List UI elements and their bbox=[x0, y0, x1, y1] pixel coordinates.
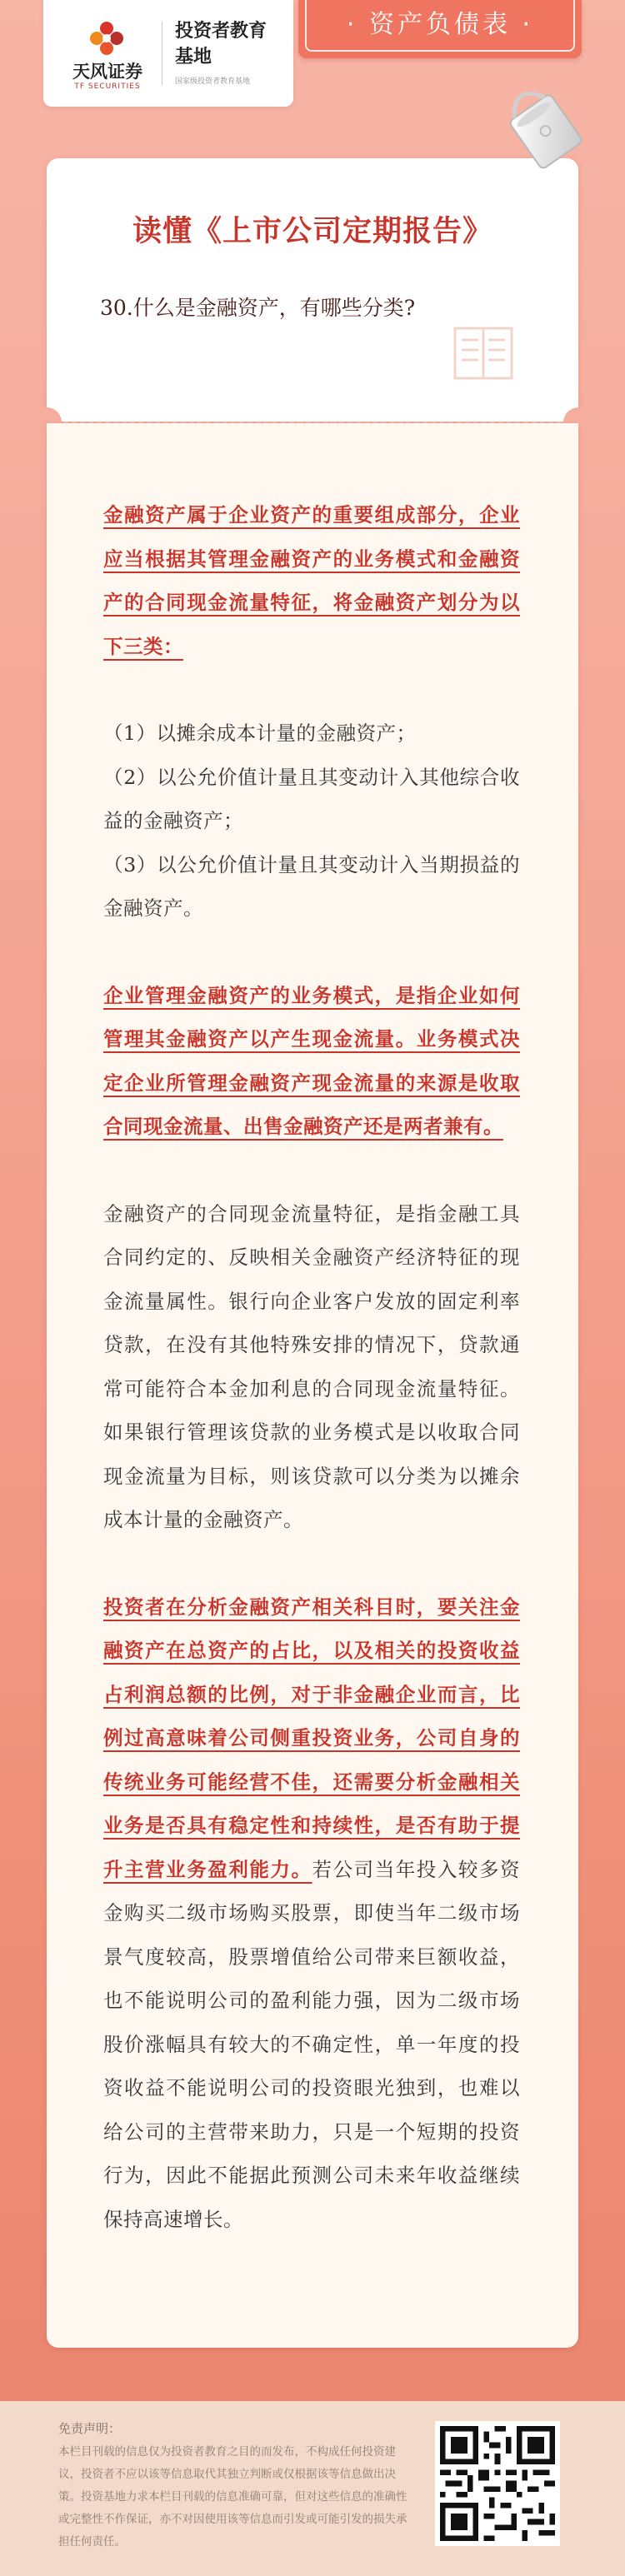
education-base-title: 投资者教育基地 bbox=[175, 21, 268, 67]
intro-paragraph: 金融资产属于企业资产的重要组成部分，企业应当根据其管理金融资产的业务模式和金融资产的合同现金流量特征，将金融资产划分为以下三类： bbox=[103, 503, 520, 658]
analysis-text: 若公司当年投入较多资金购买二级市场购买股票，即使当年二级市场景气度较高，股票增值给公司带来巨额收益，也不能说明公司的盈利能力强，因为二级市场股价涨幅具有较大的不确定性，单一年度的投资收益不能说明公司的投资眼光独到，也难以给公司的主营带来助力，只是一个短期的投资行为，因此不能据此预测公司未来年收益继续保持高速增长。 bbox=[103, 1857, 521, 2231]
section-banner-label: · 资产负债表 · bbox=[305, 0, 575, 52]
page-title: 读懂《上市公司定期报告》 bbox=[132, 215, 492, 248]
header-card bbox=[47, 158, 578, 422]
list-item: （1）以摊余成本计量的金融资产； bbox=[103, 721, 417, 745]
article-content bbox=[103, 493, 520, 2241]
brand-logo-panel bbox=[43, 0, 293, 107]
content-card bbox=[47, 423, 578, 2348]
brand-name: 天风证券 bbox=[72, 62, 142, 82]
binder-clip-icon bbox=[490, 77, 607, 193]
list-item: （2）以公允价值计量且其变动计入其他综合收益的金融资产； bbox=[103, 765, 520, 832]
analysis-highlight: 投资者在分析金融资产相关科目时，要关注金融资产在总资产的占比，以及相关的投资收益占利润总额的比例，对于非金融企业而言，比例过高意味着公司侧重投资业务，公司自身的传统业务可能经营不佳，还需要分析金融相关业务是否具有稳定性和持续性，是否有助于提升主营业务盈利能力。 bbox=[103, 1595, 520, 1881]
disclaimer-footer bbox=[0, 2401, 625, 2576]
brand-name-en: TF SECURITIES bbox=[74, 82, 141, 91]
business-model-paragraph: 企业管理金融资产的业务模式，是指企业如何管理其金融资产以产生现金流量。业务模式决定企业所管理金融资产现金流量的来源是收取合同现金流量、出售金融资产还是两者兼有。 bbox=[103, 983, 520, 1138]
section-banner bbox=[298, 0, 582, 58]
tianfeng-logo-icon bbox=[87, 18, 127, 58]
document-icon bbox=[447, 322, 522, 383]
qr-code[interactable] bbox=[435, 2421, 560, 2546]
disclaimer-text: 本栏目刊载的信息仅为投资者教育之目的而发布，不构成任何投资建议，投资者不应以该等信息取代其独立判断或仅根据该等信息做出决策。投资基地力求本栏目刊载的信息准确可靠，但对这些信息的准确性或完整性不作保证，亦不对因使用该等信息而引发或可能引发的损失承担任何责任。 bbox=[58, 2445, 408, 2549]
disclaimer-title: 免责声明： bbox=[58, 2421, 122, 2436]
education-base-subtitle: 国家级投资者教育基地 bbox=[175, 77, 251, 86]
list-item: （3）以公允价值计量且其变动计入当期损益的金融资产。 bbox=[103, 852, 520, 920]
analysis-paragraph bbox=[103, 1585, 520, 2242]
cashflow-paragraph: 金融资产的合同现金流量特征，是指金融工具合同约定的、反映相关金融资产经济特征的现金流量属性。银行向企业客户发放的固定利率贷款，在没有其他特殊安排的情况下，贷款通常可能符合本金加利息的合同现金流量特征。如果银行管理该贷款的业务模式是以收取合同现金流量为目标，则该贷款可以分类为以摊余成本计量的金融资产。 bbox=[103, 1201, 520, 1531]
question-heading: 30.什么是金融资产，有哪些分类? bbox=[100, 296, 416, 320]
qr-code-icon bbox=[440, 2426, 555, 2541]
